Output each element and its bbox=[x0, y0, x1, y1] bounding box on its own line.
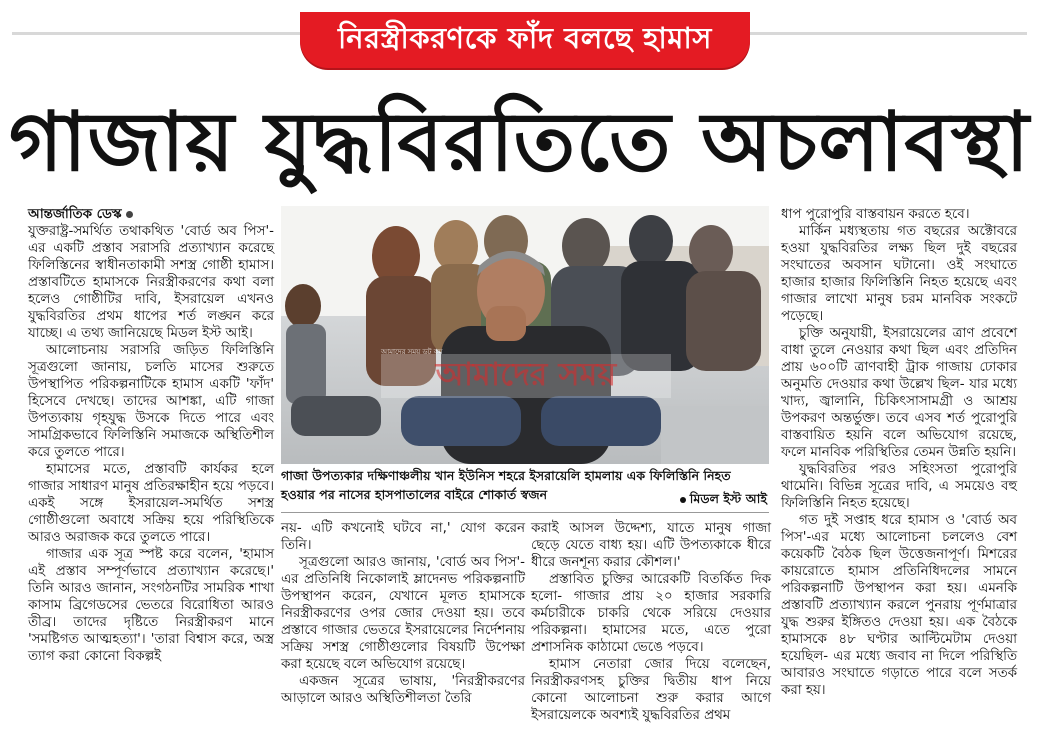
watermark-small-text: আমাদের সময় ডট কম bbox=[381, 348, 443, 356]
watermark: আমাদের সময় bbox=[381, 354, 671, 398]
paragraph: যুক্তরাষ্ট্র-সমর্থিত তথাকথিত 'বোর্ড অব পিস'-এর একটি প্রস্তাব সরাসরি প্রত্যাখ্যান করেছে ফিলিস্তিনের স্বাধীনতাকামী সশস্ত্র গোষ্ঠী হামাস। প্রস্তাবটিতে হামাসকে নিরস্ত্রীকরণের কথা বলা হলেও গোষ্ঠীটির দাবি, ইসরায়েল এখনও যুদ্ধবিরতির প্রথম ধাপের শর্ত লঙ্ঘন করে যাচ্ছে। এ তথ্য জানিয়েছে মিডল ইস্ট আই। bbox=[28, 224, 274, 341]
desk-bullet-icon bbox=[126, 211, 133, 218]
paragraph: একজন সূত্রের ভাষায়, 'নিরস্ত্রীকরণের আড়ালে আরও অস্থিতিশীলতা তৈরি bbox=[281, 674, 525, 706]
paragraph: যুদ্ধবিরতির পরও সহিংসতা পুরোপুরি থামেনি। বিভিন্ন সূত্রের দাবি, এ সময়েও বহু ফিলিস্তিনি নিহত হয়েছে। bbox=[781, 462, 1017, 511]
headline: গাজায় যুদ্ধবিরতিতে অচলাবস্থা bbox=[9, 95, 1030, 190]
caption-rule bbox=[281, 512, 769, 513]
caption-line-1: গাজা উপত্যকার দক্ষিণাঞ্চলীয় খান ইউনিস শহরে ইসরায়েলি হামলায় এক ফিলিস্তিনি নিহত bbox=[281, 468, 731, 483]
photo-illustration bbox=[281, 206, 769, 464]
credit-bullet-icon bbox=[680, 497, 686, 503]
photo-credit: মিডল ইস্ট আই bbox=[680, 489, 767, 508]
paragraph: ধাপ পুরোপুরি বাস্তবায়ন করতে হবে। bbox=[781, 207, 970, 222]
article-column-4 bbox=[781, 206, 1017, 699]
caption-line-2: হওয়ার পর নাসের হাসপাতালের বাইরে শোকার্ত স্বজন bbox=[281, 487, 548, 502]
article-column-1 bbox=[28, 206, 274, 665]
photo-caption bbox=[281, 466, 769, 510]
paragraph: গাজার এক সূত্র স্পষ্ট করে বলেন, 'হামাস এই প্রস্তাব সম্পূর্ণভাবে প্রত্যাখ্যান করেছে।' তিনি আরও জানান, সংগঠনটির সামরিক শাখা কাসাম ব্রিগেডসের ভেতরে বিরোধিতা আরও তীব্র। তাদের দৃষ্টিতে নিরস্ত্রীকরণ মানে 'সমষ্টিগত আত্মহত্যা'। 'তারা বিশ্বাস করে, অস্ত্র ত্যাগ করা কোনো বিকল্পই bbox=[28, 547, 274, 664]
news-photo bbox=[281, 206, 769, 464]
paragraph: আলোচনায় সরাসরি জড়িত ফিলিস্তিনি সূত্রগুলো জানায়, চলতি মাসের শুরুতে উপস্থাপিত পরিকল্পনাটিকে হামাস একটি 'ফাঁদ' হিসেবে দেখছে। তাদের আশঙ্কা, এটি গাজা উপত্যকায় গৃহযুদ্ধ উসকে দিতে পারে এবং সামগ্রিকভাবে ফিলিস্তিনি সমাজকে অস্থিতিশীল করে তুলতে পারে। bbox=[28, 343, 274, 460]
paragraph: সূত্রগুলো আরও জানায়, 'বোর্ড অব পিস'-এর প্রতিনিধি নিকোলাই ম্লাদেনভ পরিকল্পনাটি উপস্থাপন করেন, যেখানে মূলত হামাসকে নিরস্ত্রীকরণের ওপর জোর দেওয়া হয়। তবে প্রস্তাবে গাজার ভেতরে ইসরায়েলের নির্দেশনায় সক্রিয় সশস্ত্র গোষ্ঠীগুলোর বিষয়টি উপেক্ষা করা হয়েছে বলে অভিযোগ রয়েছে। bbox=[281, 555, 525, 672]
desk-label: আন্তর্জাতিক ডেস্ক bbox=[28, 206, 274, 223]
paragraph: গত দুই সপ্তাহ ধরে হামাস ও 'বোর্ড অব পিস'-এর মধ্যে আলোচনা চললেও বেশ কয়েকটি বৈঠক ছিল উত্তেজনাপূর্ণ। মিশরের কায়রোতে হামাস প্রতিনিধিদলের সামনে পরিকল্পনাটি উপস্থাপন করা হয়। এমনকি প্রস্তাবটি প্রত্যাখ্যান করলে পুনরায় পূর্ণমাত্রার যুদ্ধ শুরুর ইঙ্গিতও দেওয়া হয়। এক বৈঠকে হামাসকে ৪৮ ঘণ্টার আল্টিমেটাম দেওয়া হয়েছিল- এর মধ্যে জবাব না দিলে পরিস্থিতি আবারও সংঘাতে গড়াতে পারে বলে সতর্ক করা হয়। bbox=[781, 513, 1017, 698]
kicker-banner: নিরস্ত্রীকরণকে ফাঁদ বলছে হামাস bbox=[300, 12, 750, 68]
paragraph: হামাসের মতে, প্রস্তাবটি কার্যকর হলে গাজার সাধারণ মানুষ প্রতিরক্ষাহীন হয়ে পড়বে। একই সঙ্গে ইসরায়েল-সমর্থিত সশস্ত্র গোষ্ঠীগুলো অবাধে সক্রিয় হয়ে পরিস্থিতিকে আরও অরাজক করে তুলতে পারে। bbox=[28, 462, 274, 545]
paragraph: নয়- এটি কখনোই ঘটবে না,' যোগ করেন তিনি। bbox=[281, 521, 525, 553]
paragraph: চুক্তি অনুযায়ী, ইসরায়েলের ত্রাণ প্রবেশে বাধা তুলে নেওয়ার কথা ছিল এবং প্রতিদিন প্রায় ৬০০টি ত্রাণবাহী ট্রাক গাজায় ঢোকার অনুমতি দেওয়ার কথা উল্লেখ ছিল- যার মধ্যে খাদ্য, জ্বালানি, চিকিৎসাসামগ্রী ও আশ্রয় উপকরণ অন্তর্ভুক্ত। তবে এসব শর্ত পুরোপুরি বাস্তবায়িত হয়নি বলে অভিযোগ রয়েছে, ফলে মানবিক পরিস্থিতির তেমন উন্নতি হয়নি। bbox=[781, 326, 1017, 460]
paragraph: হামাস নেতারা জোর দিয়ে বলেছেন, নিরস্ত্রীকরণসহ চুক্তির দ্বিতীয় ধাপ নিয়ে কোনো আলোচনা শুরু করার আগে ইসরায়েলকে অবশ্যই যুদ্ধবিরতির প্রথম bbox=[531, 657, 771, 723]
article-column-3 bbox=[531, 520, 771, 724]
paragraph: করাই আসল উদ্দেশ্য, যাতে মানুষ গাজা ছেড়ে যেতে বাধ্য হয়। এটি উপত্যকাকে ধীরে ধীরে জনশূন্য করার কৌশল।' bbox=[531, 521, 771, 570]
paragraph: মার্কিন মধ্যস্থতায় গত বছরের অক্টোবরে হওয়া যুদ্ধবিরতির লক্ষ্য ছিল দুই বছরের সংঘাতের অবসান ঘটানো। ওই সংঘাতে হাজার হাজার ফিলিস্তিনি নিহত হয়েছে এবং গাজার লাখো মানুষ চরম মানবিক সংকটে পড়েছে। bbox=[781, 224, 1017, 324]
paragraph: প্রস্তাবিত চুক্তির আরেকটি বিতর্কিত দিক হলো- গাজার প্রায় ২০ হাজার সরকারি কর্মচারীকে চাকরি থেকে সরিয়ে দেওয়ার পরিকল্পনা। হামাসের মতে, এতে পুরো প্রশাসনিক কাঠামো ভেঙে পড়বে। bbox=[531, 572, 771, 655]
article-column-2 bbox=[281, 520, 525, 707]
